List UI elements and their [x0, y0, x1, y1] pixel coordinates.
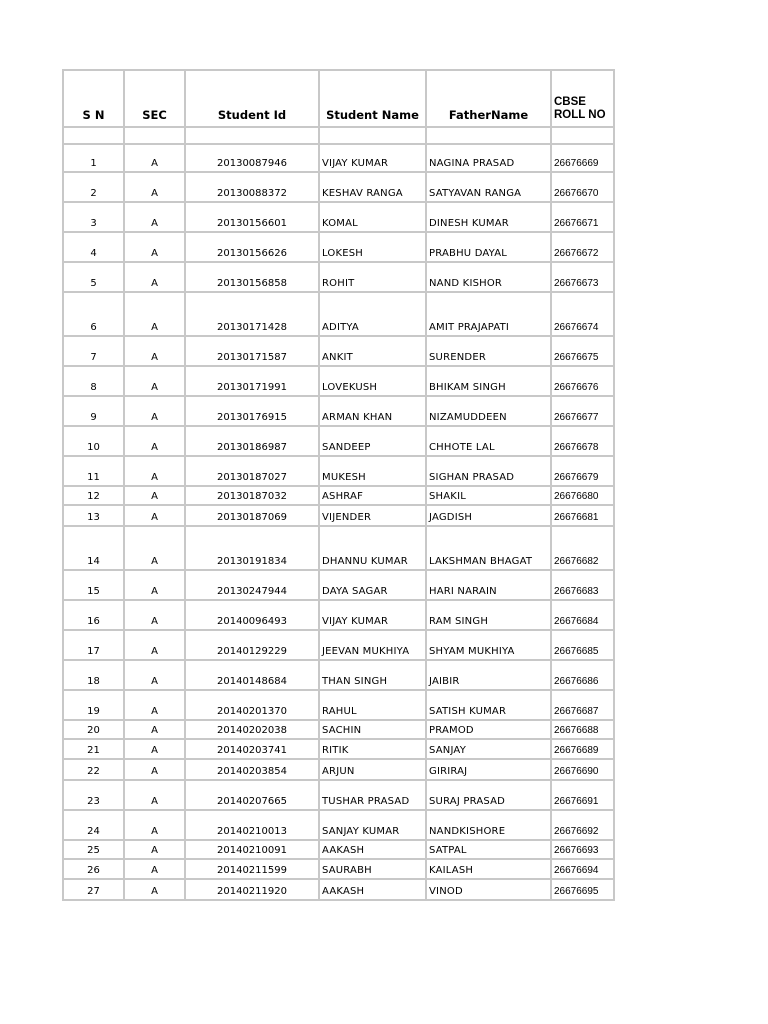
table-row — [63, 840, 614, 859]
row-student-name: TUSHAR PRASAD — [319, 780, 426, 810]
row-cbse-roll-no: 26676680 — [551, 486, 614, 505]
table-row — [63, 780, 614, 810]
row-student-id: 20140203741 — [185, 739, 319, 759]
row-sn: 20 — [63, 720, 124, 739]
row-sn: 15 — [63, 570, 124, 600]
row-sn: 6 — [63, 292, 124, 336]
row-student-name: VIJENDER — [319, 505, 426, 526]
row-student-id: 20130186987 — [185, 426, 319, 456]
row-sec: A — [124, 739, 185, 759]
row-sn: 10 — [63, 426, 124, 456]
row-cbse-roll-no: 26676684 — [551, 600, 614, 630]
row-student-id: 20130191834 — [185, 526, 319, 570]
row-father-name: SATYAVAN RANGA — [426, 172, 551, 202]
table-row — [63, 630, 614, 660]
table-row — [63, 144, 614, 172]
row-sec: A — [124, 720, 185, 739]
row-sec: A — [124, 810, 185, 840]
row-student-name: KESHAV RANGA — [319, 172, 426, 202]
header-student-id: Student Id — [185, 70, 319, 127]
row-father-name: SURAJ PRASAD — [426, 780, 551, 810]
row-sec: A — [124, 759, 185, 780]
header-cbse-roll-no — [551, 70, 614, 127]
row-sn: 19 — [63, 690, 124, 720]
row-cbse-roll-no: 26676676 — [551, 366, 614, 396]
row-sec: A — [124, 505, 185, 526]
row-father-name: SATPAL — [426, 840, 551, 859]
row-father-name: GIRIRAJ — [426, 759, 551, 780]
table-row — [63, 879, 614, 900]
row-student-id: 20130087946 — [185, 144, 319, 172]
row-sec: A — [124, 526, 185, 570]
row-father-name: SURENDER — [426, 336, 551, 366]
table-body — [63, 127, 614, 900]
row-father-name: SIGHAN PRASAD — [426, 456, 551, 486]
header-sec: SEC — [124, 70, 185, 127]
row-cbse-roll-no: 26676691 — [551, 780, 614, 810]
row-sec: A — [124, 202, 185, 232]
row-father-name: AMIT PRAJAPATI — [426, 292, 551, 336]
row-cbse-roll-no: 26676673 — [551, 262, 614, 292]
row-student-id: 20130187069 — [185, 505, 319, 526]
row-student-name: VIJAY KUMAR — [319, 600, 426, 630]
row-sec: A — [124, 426, 185, 456]
table-row — [63, 660, 614, 690]
row-cbse-roll-no: 26676695 — [551, 879, 614, 900]
row-cbse-roll-no: 26676674 — [551, 292, 614, 336]
row-cbse-roll-no: 26676693 — [551, 840, 614, 859]
row-sec: A — [124, 366, 185, 396]
row-student-id: 20140207665 — [185, 780, 319, 810]
table-row — [63, 232, 614, 262]
row-sec: A — [124, 879, 185, 900]
row-father-name: JAGDISH — [426, 505, 551, 526]
row-sn: 11 — [63, 456, 124, 486]
row-student-id: 20140211920 — [185, 879, 319, 900]
table-row — [63, 690, 614, 720]
table-row — [63, 456, 614, 486]
row-sec: A — [124, 232, 185, 262]
row-sec: A — [124, 630, 185, 660]
row-sn: 5 — [63, 262, 124, 292]
row-student-id: 20140203854 — [185, 759, 319, 780]
row-sec: A — [124, 336, 185, 366]
row-sec: A — [124, 780, 185, 810]
table-row — [63, 759, 614, 780]
row-cbse-roll-no: 26676689 — [551, 739, 614, 759]
row-student-id: 20130187032 — [185, 486, 319, 505]
table-row — [63, 262, 614, 292]
row-student-id: 20130156626 — [185, 232, 319, 262]
table-row — [63, 336, 614, 366]
table-row — [63, 600, 614, 630]
row-student-id: 20130171991 — [185, 366, 319, 396]
row-sec: A — [124, 396, 185, 426]
row-student-name: ASHRAF — [319, 486, 426, 505]
row-cbse-roll-no: 26676670 — [551, 172, 614, 202]
row-sn: 26 — [63, 859, 124, 879]
row-father-name: SANJAY — [426, 739, 551, 759]
row-student-id: 20140202038 — [185, 720, 319, 739]
row-student-id: 20130156858 — [185, 262, 319, 292]
row-father-name: VINOD — [426, 879, 551, 900]
row-father-name: SHYAM MUKHIYA — [426, 630, 551, 660]
row-sn: 12 — [63, 486, 124, 505]
row-sec: A — [124, 660, 185, 690]
row-cbse-roll-no: 26676671 — [551, 202, 614, 232]
blank-row — [63, 127, 614, 144]
row-father-name: KAILASH — [426, 859, 551, 879]
row-student-name: RAHUL — [319, 690, 426, 720]
student-roll-table — [62, 69, 615, 901]
table-row — [63, 202, 614, 232]
row-sec: A — [124, 859, 185, 879]
row-cbse-roll-no: 26676687 — [551, 690, 614, 720]
table-row — [63, 570, 614, 600]
row-student-name: DHANNU KUMAR — [319, 526, 426, 570]
row-cbse-roll-no: 26676690 — [551, 759, 614, 780]
header-row — [63, 70, 614, 127]
table-row — [63, 505, 614, 526]
row-student-id: 20130171587 — [185, 336, 319, 366]
row-sn: 16 — [63, 600, 124, 630]
row-sn: 24 — [63, 810, 124, 840]
row-sec: A — [124, 690, 185, 720]
table-row — [63, 172, 614, 202]
row-father-name: HARI NARAIN — [426, 570, 551, 600]
row-sn: 1 — [63, 144, 124, 172]
row-student-id: 20130156601 — [185, 202, 319, 232]
row-sec: A — [124, 292, 185, 336]
row-student-id: 20130247944 — [185, 570, 319, 600]
row-sn: 27 — [63, 879, 124, 900]
row-father-name: JAIBIR — [426, 660, 551, 690]
row-sn: 8 — [63, 366, 124, 396]
table-row — [63, 739, 614, 759]
row-sn: 18 — [63, 660, 124, 690]
header-roll-line2: ROLL NO — [554, 109, 606, 121]
row-student-name: LOVEKUSH — [319, 366, 426, 396]
row-cbse-roll-no: 26676686 — [551, 660, 614, 690]
row-student-id: 20140211599 — [185, 859, 319, 879]
row-student-name: VIJAY KUMAR — [319, 144, 426, 172]
row-student-name: ANKIT — [319, 336, 426, 366]
row-student-name: THAN SINGH — [319, 660, 426, 690]
row-cbse-roll-no: 26676672 — [551, 232, 614, 262]
row-sn: 9 — [63, 396, 124, 426]
row-sn: 7 — [63, 336, 124, 366]
row-student-name: SANDEEP — [319, 426, 426, 456]
row-student-name: SACHIN — [319, 720, 426, 739]
row-cbse-roll-no: 26676678 — [551, 426, 614, 456]
row-student-id: 20140210091 — [185, 840, 319, 859]
row-cbse-roll-no: 26676677 — [551, 396, 614, 426]
row-cbse-roll-no: 26676682 — [551, 526, 614, 570]
row-cbse-roll-no: 26676692 — [551, 810, 614, 840]
row-father-name: NANDKISHORE — [426, 810, 551, 840]
row-sn: 3 — [63, 202, 124, 232]
row-student-id: 20140129229 — [185, 630, 319, 660]
row-father-name: NAND KISHOR — [426, 262, 551, 292]
row-father-name: NAGINA PRASAD — [426, 144, 551, 172]
row-cbse-roll-no: 26676688 — [551, 720, 614, 739]
header-sn: S N — [63, 70, 124, 127]
row-father-name: BHIKAM SINGH — [426, 366, 551, 396]
row-father-name: PRABHU DAYAL — [426, 232, 551, 262]
row-sn: 21 — [63, 739, 124, 759]
row-student-name: AAKASH — [319, 879, 426, 900]
row-student-name: RITIK — [319, 739, 426, 759]
row-student-id: 20130187027 — [185, 456, 319, 486]
row-student-name: ROHIT — [319, 262, 426, 292]
row-cbse-roll-no: 26676685 — [551, 630, 614, 660]
row-sn: 17 — [63, 630, 124, 660]
row-student-name: SAURABH — [319, 859, 426, 879]
row-student-name: MUKESH — [319, 456, 426, 486]
row-student-id: 20140201370 — [185, 690, 319, 720]
table-row — [63, 859, 614, 879]
table-row — [63, 810, 614, 840]
row-father-name: NIZAMUDDEEN — [426, 396, 551, 426]
row-student-name: JEEVAN MUKHIYA — [319, 630, 426, 660]
row-sn: 14 — [63, 526, 124, 570]
row-sec: A — [124, 262, 185, 292]
row-sec: A — [124, 570, 185, 600]
row-student-id: 20140210013 — [185, 810, 319, 840]
row-student-id: 20130171428 — [185, 292, 319, 336]
table-row — [63, 396, 614, 426]
row-cbse-roll-no: 26676681 — [551, 505, 614, 526]
header-roll-line1: CBSE — [554, 96, 586, 108]
row-father-name: RAM SINGH — [426, 600, 551, 630]
row-father-name: SATISH KUMAR — [426, 690, 551, 720]
row-cbse-roll-no: 26676683 — [551, 570, 614, 600]
row-student-name: ARMAN KHAN — [319, 396, 426, 426]
row-sec: A — [124, 600, 185, 630]
row-sec: A — [124, 172, 185, 202]
row-sn: 13 — [63, 505, 124, 526]
row-student-id: 20130176915 — [185, 396, 319, 426]
header-father-name: FatherName — [426, 70, 551, 127]
row-father-name: CHHOTE LAL — [426, 426, 551, 456]
row-student-id: 20140096493 — [185, 600, 319, 630]
row-student-name: ARJUN — [319, 759, 426, 780]
row-sn: 4 — [63, 232, 124, 262]
row-cbse-roll-no: 26676669 — [551, 144, 614, 172]
row-sec: A — [124, 486, 185, 505]
row-sn: 23 — [63, 780, 124, 810]
row-father-name: SHAKIL — [426, 486, 551, 505]
table-row — [63, 426, 614, 456]
row-student-name: KOMAL — [319, 202, 426, 232]
row-student-name: DAYA SAGAR — [319, 570, 426, 600]
row-cbse-roll-no: 26676679 — [551, 456, 614, 486]
row-father-name: LAKSHMAN BHAGAT — [426, 526, 551, 570]
table-row — [63, 486, 614, 505]
table-row — [63, 720, 614, 739]
row-sec: A — [124, 456, 185, 486]
row-sec: A — [124, 144, 185, 172]
row-student-name: AAKASH — [319, 840, 426, 859]
row-student-name: LOKESH — [319, 232, 426, 262]
table-row — [63, 526, 614, 570]
table-row — [63, 366, 614, 396]
row-student-id: 20130088372 — [185, 172, 319, 202]
row-sn: 2 — [63, 172, 124, 202]
row-cbse-roll-no: 26676694 — [551, 859, 614, 879]
row-student-id: 20140148684 — [185, 660, 319, 690]
row-father-name: PRAMOD — [426, 720, 551, 739]
row-student-name: ADITYA — [319, 292, 426, 336]
row-sec: A — [124, 840, 185, 859]
row-sn: 22 — [63, 759, 124, 780]
header-student-name: Student Name — [319, 70, 426, 127]
row-student-name: SANJAY KUMAR — [319, 810, 426, 840]
row-sn: 25 — [63, 840, 124, 859]
row-father-name: DINESH KUMAR — [426, 202, 551, 232]
row-cbse-roll-no: 26676675 — [551, 336, 614, 366]
table-row — [63, 292, 614, 336]
